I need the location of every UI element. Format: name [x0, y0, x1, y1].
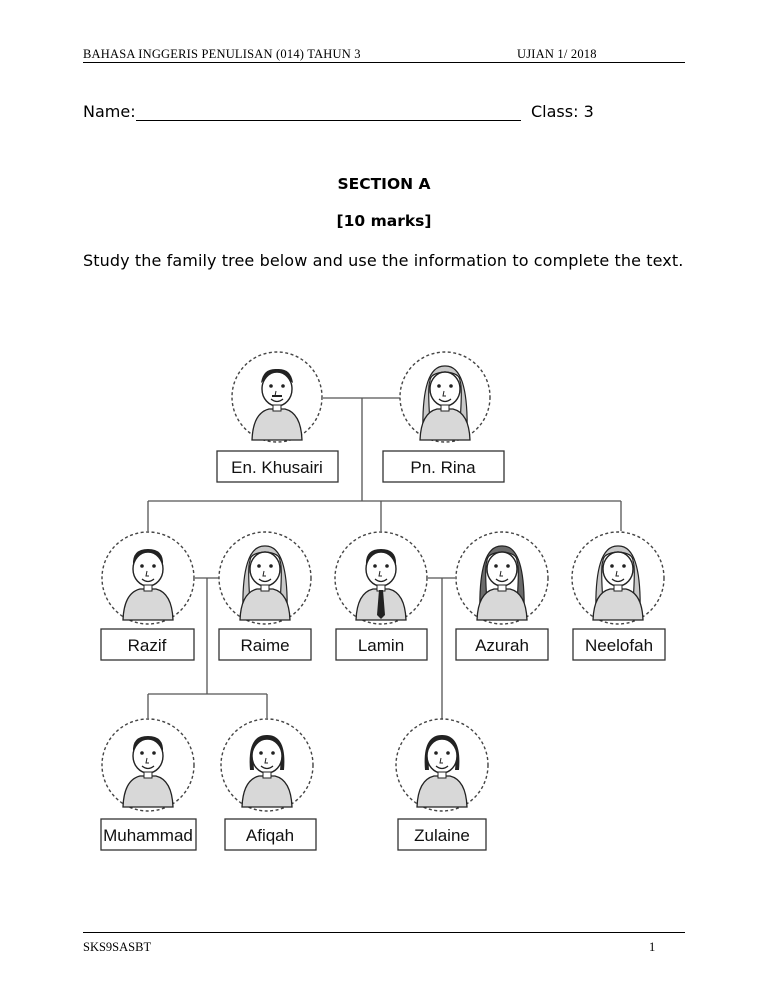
person-raime: [219, 532, 311, 624]
class-label: Class: 3: [531, 102, 594, 121]
footer-rule: [83, 932, 685, 933]
person-neelofah: [572, 532, 664, 624]
instruction-text: Study the family tree below and use the information to complete the text.: [83, 251, 684, 270]
name-lamin: Lamin: [357, 636, 405, 655]
name-zulaine: Zulaine: [414, 826, 470, 845]
footer-code: SKS9SASBT: [83, 940, 152, 954]
name-en-khusairi: En. Khusairi: [231, 458, 323, 477]
name-neelofah: Neelofah: [584, 636, 654, 655]
name-raime: Raime: [240, 636, 290, 655]
name-afiqah: Afiqah: [245, 826, 295, 845]
person-afiqah: [221, 719, 313, 811]
name-muhammad: Muhammad: [103, 826, 193, 845]
person-razif: [102, 532, 194, 624]
person-zulaine: [396, 719, 488, 811]
name-label: Name:: [83, 102, 136, 121]
header-subject: BAHASA INGGERIS PENULISAN (014) TAHUN 3: [83, 47, 361, 61]
person-muhammad: [102, 719, 194, 811]
person-azurah: [456, 532, 548, 624]
name-razif: Razif: [127, 636, 167, 655]
person-pn-rina: [400, 352, 490, 442]
name-pn-rina: Pn. Rina: [410, 458, 476, 477]
person-en-khusairi: [232, 352, 322, 442]
section-marks: [10 marks]: [336, 212, 432, 230]
page-number: 1: [649, 940, 656, 954]
section-title: SECTION A: [337, 175, 431, 193]
name-azurah: Azurah: [475, 636, 529, 655]
person-lamin: [335, 532, 427, 624]
header-exam: UJIAN 1/ 2018: [517, 47, 597, 61]
